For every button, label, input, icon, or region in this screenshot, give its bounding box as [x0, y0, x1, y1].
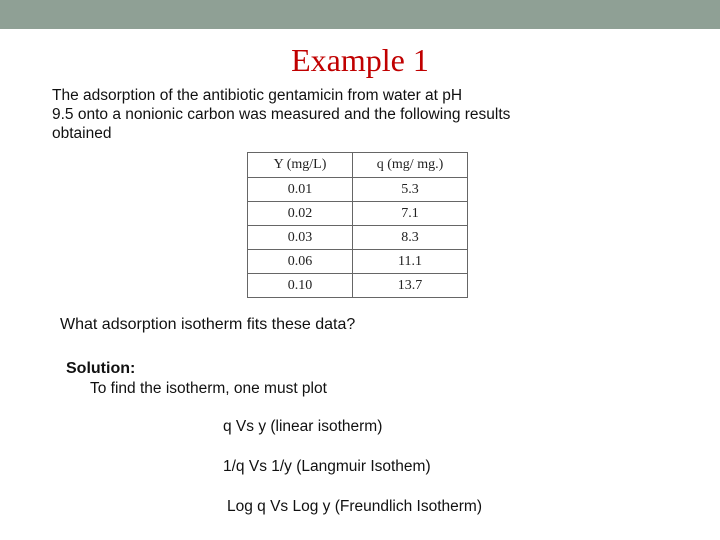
cell-y: 0.10 — [248, 274, 353, 298]
table-row — [248, 274, 468, 298]
plot-option-freundlich: Log q Vs Log y (Freundlich Isotherm) — [227, 498, 483, 515]
table-row — [248, 250, 468, 274]
cell-y: 0.01 — [248, 178, 353, 202]
table-row — [248, 202, 468, 226]
table-header-row — [248, 153, 468, 178]
problem-line-3: obtained — [52, 125, 112, 142]
top-decorative-band — [0, 0, 720, 29]
cell-q: 8.3 — [353, 226, 468, 250]
cell-y: 0.03 — [248, 226, 353, 250]
plot-option-langmuir: 1/q Vs 1/y (Langmuir Isothem) — [223, 458, 431, 475]
plot-option-linear: q Vs y (linear isotherm) — [223, 418, 383, 435]
cell-y: 0.02 — [248, 202, 353, 226]
solution-description: To find the isotherm, one must plot — [90, 380, 327, 397]
slide-title: Example 1 — [291, 42, 429, 78]
cell-q: 5.3 — [353, 178, 468, 202]
cell-y: 0.06 — [248, 250, 353, 274]
question-text: What adsorption isotherm fits these data? — [60, 316, 356, 333]
cell-q: 11.1 — [353, 250, 468, 274]
header-y: Y (mg/L) — [248, 153, 353, 178]
solution-label: Solution: — [66, 360, 136, 377]
problem-line-1: The adsorption of the antibiotic gentamicin from water at pH — [52, 87, 463, 104]
problem-statement — [52, 86, 652, 143]
header-q: q (mg/ mg.) — [353, 153, 468, 178]
adsorption-data-table — [247, 152, 468, 298]
table-row — [248, 226, 468, 250]
problem-line-2: 9.5 onto a nonionic carbon was measured and the following results — [52, 106, 511, 123]
table-row — [248, 178, 468, 202]
cell-q: 13.7 — [353, 274, 468, 298]
cell-q: 7.1 — [353, 202, 468, 226]
